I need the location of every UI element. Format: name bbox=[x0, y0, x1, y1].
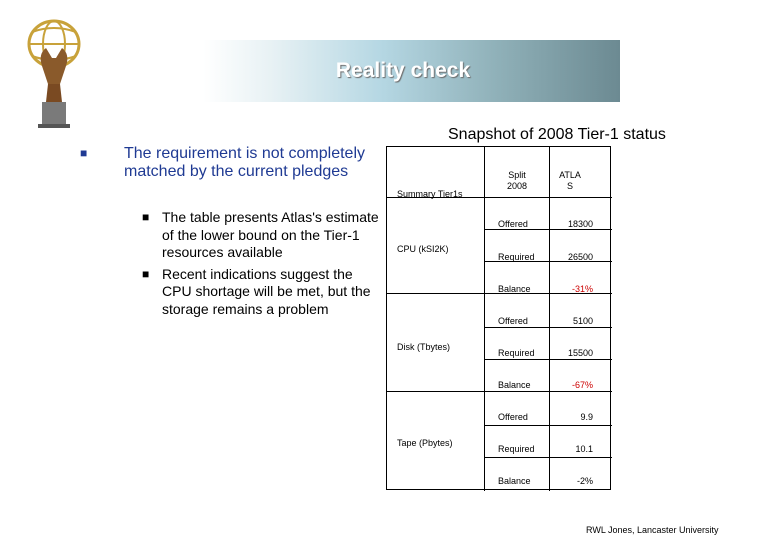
main-point: The requirement is not completely matched by the current pledges bbox=[124, 145, 365, 180]
tier1-status-table bbox=[386, 146, 611, 490]
title-banner bbox=[186, 40, 620, 102]
row-value: 10.1 bbox=[575, 444, 593, 454]
sub-point-text: The table presents Atlas's estimate of the lower bound on the Tier-1 resources available bbox=[162, 209, 379, 260]
row-label: Required bbox=[498, 252, 535, 262]
column-header-split: Split 2008 bbox=[506, 170, 528, 191]
sub-point bbox=[140, 209, 380, 262]
table-divider bbox=[484, 425, 612, 426]
sub-point-text: Recent indications suggest the CPU shortage will be met, but the storage remains a problem bbox=[162, 265, 371, 317]
sub-point bbox=[140, 266, 380, 319]
balance-value: -31% bbox=[571, 284, 593, 294]
sub-bullet-icon: ■ bbox=[142, 266, 150, 281]
row-value: 26500 bbox=[567, 252, 593, 262]
row-label: Offered bbox=[498, 219, 528, 229]
row-label: Offered bbox=[498, 412, 528, 422]
table-divider bbox=[484, 229, 612, 230]
row-label: Balance bbox=[498, 476, 531, 486]
row-label: Offered bbox=[498, 316, 528, 326]
column-header-atlas: ATLA S bbox=[559, 170, 581, 191]
atlas-logo-icon bbox=[22, 14, 86, 130]
row-label: Balance bbox=[498, 380, 531, 390]
group-label-tape: Tape (Pbytes) bbox=[397, 438, 453, 448]
row-value: 18300 bbox=[567, 219, 593, 229]
table-divider bbox=[484, 327, 612, 328]
table-divider bbox=[549, 147, 550, 491]
sub-point-list bbox=[140, 209, 380, 322]
row-value: 9.9 bbox=[580, 412, 593, 422]
table-divider bbox=[484, 457, 612, 458]
group-label-disk: Disk (Tbytes) bbox=[397, 342, 451, 352]
row-value: 15500 bbox=[567, 348, 593, 358]
table-header-label: Summary Tier1s bbox=[397, 189, 463, 199]
main-bullet-icon: ■ bbox=[80, 146, 88, 160]
row-label: Balance bbox=[498, 284, 531, 294]
slide-title: Reality check bbox=[335, 59, 471, 82]
table-divider bbox=[387, 391, 612, 392]
balance-value: -2% bbox=[576, 476, 593, 486]
row-label: Required bbox=[498, 444, 535, 454]
table-caption: Snapshot of 2008 Tier-1 status bbox=[448, 126, 666, 143]
balance-value: -67% bbox=[571, 380, 593, 390]
row-label: Required bbox=[498, 348, 535, 358]
footer-credit: RWL Jones, Lancaster University bbox=[586, 525, 719, 535]
row-value: 5100 bbox=[572, 316, 593, 326]
table-divider bbox=[484, 359, 612, 360]
table-divider bbox=[484, 147, 485, 491]
group-label-cpu: CPU (kSI2K) bbox=[397, 244, 449, 254]
sub-bullet-icon: ■ bbox=[142, 210, 150, 224]
